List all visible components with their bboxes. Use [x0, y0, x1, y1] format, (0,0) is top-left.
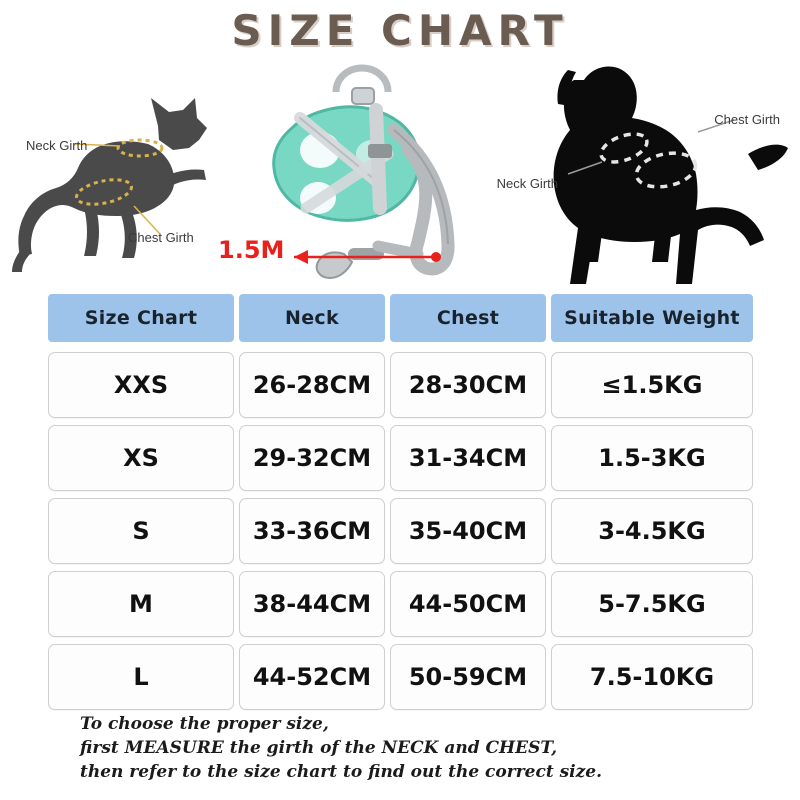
cell-weight: 3-4.5KG — [551, 498, 753, 564]
table-row — [48, 498, 754, 564]
cat-neck-girth-label: Neck Girth — [26, 138, 88, 153]
cell-neck: 44-52CM — [239, 644, 385, 710]
note-line-2: first MEASURE the girth of the NECK and CHEST, — [80, 738, 558, 758]
instruction-note — [80, 712, 760, 784]
cell-chest: 28-30CM — [390, 352, 546, 418]
cell-weight: ≤1.5KG — [551, 352, 753, 418]
dog-neck-girth-label: Neck Girth — [496, 176, 558, 191]
cell-neck: 29-32CM — [239, 425, 385, 491]
note-line-3: then refer to the size chart to find out the correct size. — [80, 762, 603, 782]
size-chart-table — [48, 294, 754, 717]
length-arrow-icon — [286, 244, 446, 270]
table-row — [48, 571, 754, 637]
header-chest: Chest — [390, 294, 546, 342]
cell-size: XS — [48, 425, 234, 491]
dog-illustration — [496, 58, 788, 288]
table-header-row — [48, 294, 754, 342]
cat-silhouette-icon — [8, 88, 228, 283]
header-neck: Neck — [239, 294, 385, 342]
cat-chest-girth-label: Chest Girth — [128, 230, 194, 245]
table-row — [48, 352, 754, 418]
cell-weight: 7.5-10KG — [551, 644, 753, 710]
cell-chest: 44-50CM — [390, 571, 546, 637]
header-size-chart: Size Chart — [48, 294, 234, 342]
note-line-1: To choose the proper size, — [80, 714, 329, 734]
cell-chest: 35-40CM — [390, 498, 546, 564]
cell-size: M — [48, 571, 234, 637]
cell-chest: 50-59CM — [390, 644, 546, 710]
cat-illustration — [8, 88, 228, 283]
cell-chest: 31-34CM — [390, 425, 546, 491]
cell-size: XXS — [48, 352, 234, 418]
dog-silhouette-icon — [538, 58, 788, 288]
header-suitable-weight: Suitable Weight — [551, 294, 753, 342]
cell-size: L — [48, 644, 234, 710]
dog-chest-girth-label: Chest Girth — [714, 112, 780, 127]
page-title: SIZE CHART — [231, 6, 569, 55]
cell-neck: 38-44CM — [239, 571, 385, 637]
cell-weight: 5-7.5KG — [551, 571, 753, 637]
cell-weight: 1.5-3KG — [551, 425, 753, 491]
table-row — [48, 425, 754, 491]
leash-length-badge: 1.5M — [218, 236, 285, 264]
cell-neck: 33-36CM — [239, 498, 385, 564]
table-row — [48, 644, 754, 710]
cell-neck: 26-28CM — [239, 352, 385, 418]
cell-size: S — [48, 498, 234, 564]
illustration-area — [0, 58, 800, 288]
